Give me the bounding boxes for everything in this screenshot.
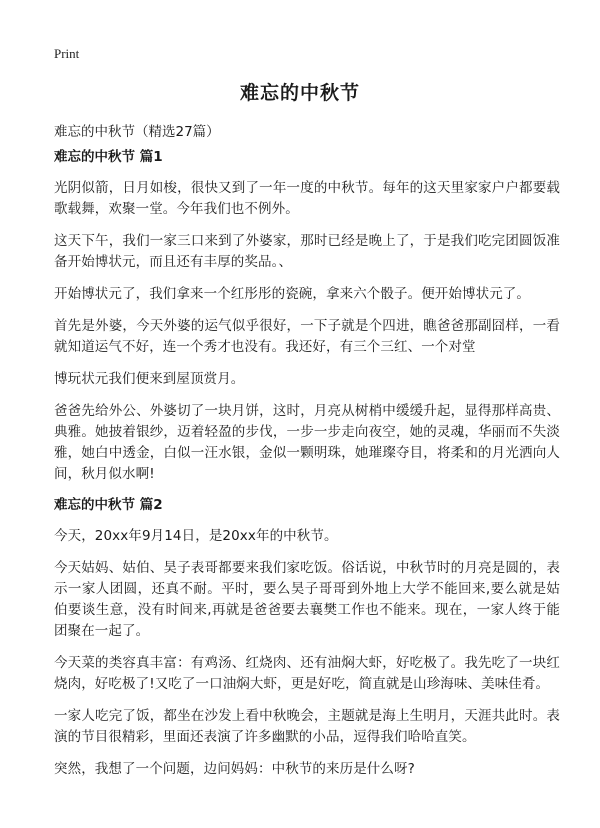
paragraph: 今天，20xx年9月14日，是20xx年的中秋节。 [54, 528, 338, 544]
article-body [54, 148, 560, 791]
document-subtitle: 难忘的中秋节（精选27篇） [54, 124, 220, 140]
section-heading: 难忘的中秋节 篇2 [54, 497, 163, 513]
paragraph: 今天菜的类容真丰富：有鸡汤、红烧肉、还有油焖大虾，好吃极了。我先吃了一块红烧肉，好吃极了!又吃了一口油焖大虾，更是好吃，简直就是山珍海味、美味佳肴。 [54, 655, 560, 692]
paragraph: 博玩状元我们便来到屋顶赏月。 [54, 371, 245, 387]
section-1 [54, 148, 560, 485]
page-title: 难忘的中秋节 [239, 82, 360, 104]
print-link[interactable]: Print [54, 46, 80, 61]
paragraph: 突然，我想了一个问题，边问妈妈：中秋节的来历是什么呀? [54, 761, 415, 777]
paragraph: 首先是外婆，今天外婆的运气似乎很好，一下子就是个四进，瞧爸爸那副囧样，一看就知道运气不好，连一个秀才也没有。我还好，有三个三红、一个对堂 [54, 318, 560, 355]
paragraph: 光阴似箭，日月如梭，很快又到了一年一度的中秋节。每年的这天里家家户户都要载歌载舞，欢聚一堂。今年我们也不例外。 [54, 180, 560, 217]
paragraph: 今天姑妈、姑伯、昊子表哥都要来我们家吃饭。俗话说，中秋节时的月亮是圆的，表示一家人团圆，还真不耐。平时，要么昊子哥哥到外地上大学不能回来,要么就是姑伯要谈生意，没有时间来,再就是爸爸要去襄樊工作也不能来。现在，一家人终于能团聚在一起了。 [54, 560, 560, 639]
paragraph: 一家人吃完了饭，都坐在沙发上看中秋晚会，主题就是海上生明月，天涯共此时。表演的节目很精彩，里面还表演了许多幽默的小品，逗得我们哈哈直笑。 [54, 708, 560, 745]
paragraph: 这天下午，我们一家三口来到了外婆家，那时已经是晚上了，于是我们吃完团圆饭准备开始博状元，而且还有丰厚的奖品。、 [54, 233, 560, 270]
section-heading: 难忘的中秋节 篇1 [54, 149, 163, 165]
paragraph: 开始博状元了，我们拿来一个红彤彤的瓷碗，拿来六个骰子。便开始博状元了。 [54, 286, 530, 302]
paragraph: 爸爸先给外公、外婆切了一块月饼，这时，月亮从树梢中缓缓升起，显得那样高贵、典雅。她披着银纱，迈着轻盈的步伐，一步一步走向夜空，她的灵魂，华丽而不失淡雅，她白中透金，白似一汪水银，金似一颗明珠，她璀璨夺目，将柔和的月光洒向人间，秋月似水啊! [54, 403, 560, 482]
section-2 [54, 496, 560, 780]
